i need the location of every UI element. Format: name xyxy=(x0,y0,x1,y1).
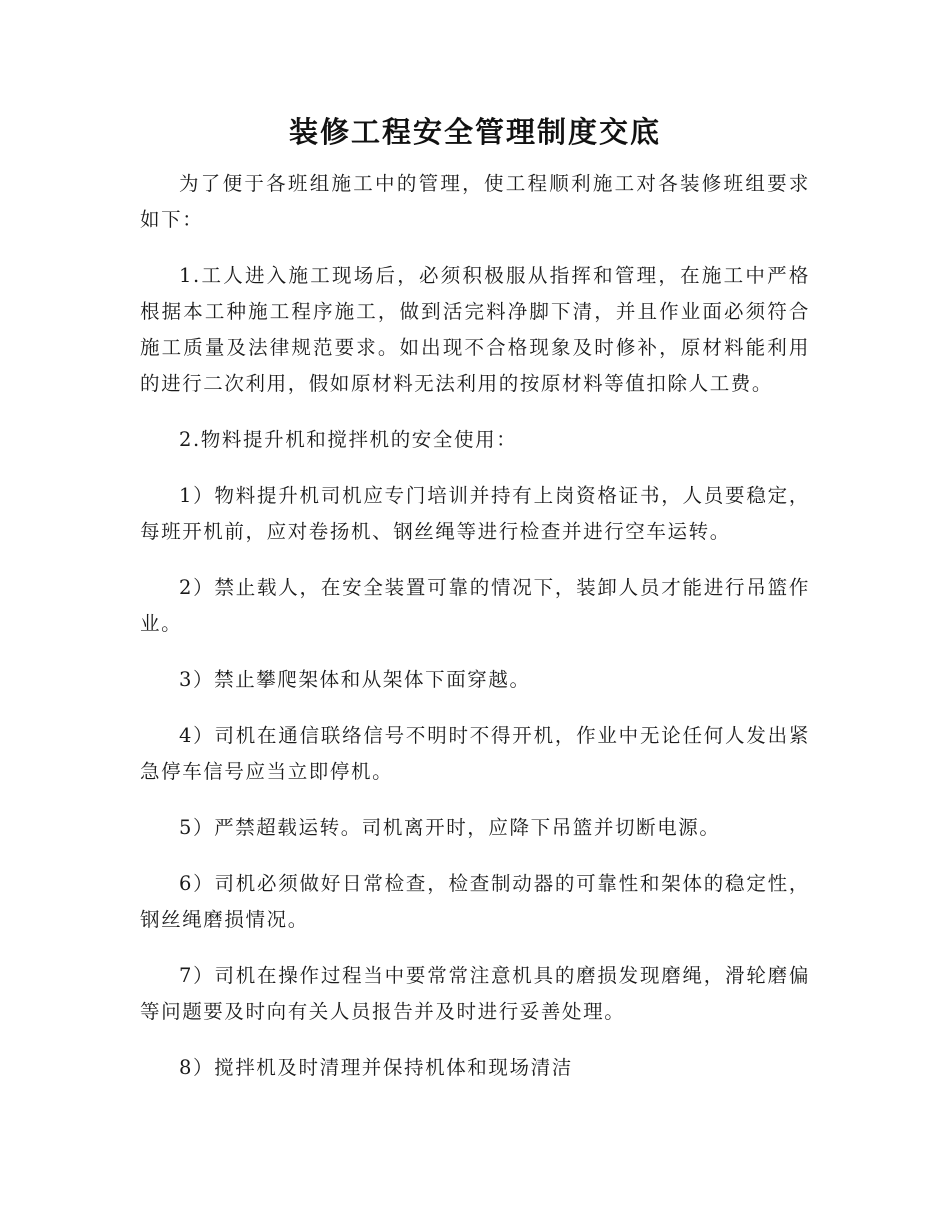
paragraph-item-8: 8）搅拌机及时清理并保持机体和现场清洁 xyxy=(179,1056,573,1079)
paragraph-item-3: 3）禁止攀爬架体和从架体下面穿越。 xyxy=(179,668,531,691)
document-body xyxy=(140,166,810,1106)
paragraph-machine-heading: 2.物料提升机和搅拌机的安全使用： xyxy=(179,428,518,451)
paragraph-item-5: 5）严禁超载运转。司机离开时，应降下吊篮并切断电源。 xyxy=(179,816,721,839)
intro-paragraph: 为了便于各班组施工中的管理，使工程顺利施工对各装修班组要求如下： xyxy=(140,172,810,231)
paragraph-item-6: 6）司机必须做好日常检查，检查制动器的可靠性和架体的稳定性，钢丝绳磨损情况。 xyxy=(140,872,810,931)
paragraph-item-4: 4）司机在通信联络信号不明时不得开机，作业中无论任何人发出紧急停车信号应当立即停机。 xyxy=(140,724,810,783)
paragraph-item-1: 1）物料提升机司机应专门培训并持有上岗资格证书，人员要稳定，每班开机前，应对卷扬机、钢丝绳等进行检查并进行空车运转。 xyxy=(140,484,810,543)
paragraph-item-2: 2）禁止载人，在安全装置可靠的情况下，装卸人员才能进行吊篮作业。 xyxy=(140,576,810,635)
paragraph-item-7: 7）司机在操作过程当中要常常注意机具的磨损发现磨绳，滑轮磨偏等问题要及时向有关人员报告并及时进行妥善处理。 xyxy=(140,964,810,1023)
document-title: 装修工程安全管理制度交底 xyxy=(288,115,661,149)
paragraph-worker-rules: 1.工人进入施工现场后，必须积极服从指挥和管理，在施工中严格根据本工种施工程序施工，做到活完料净脚下清，并且作业面必须符合施工质量及法律规范要求。如出现不合格现象及时修补，原材料能利用的进行二次利用，假如原材料无法利用的按原材料等值扣除人工费。 xyxy=(140,264,810,395)
